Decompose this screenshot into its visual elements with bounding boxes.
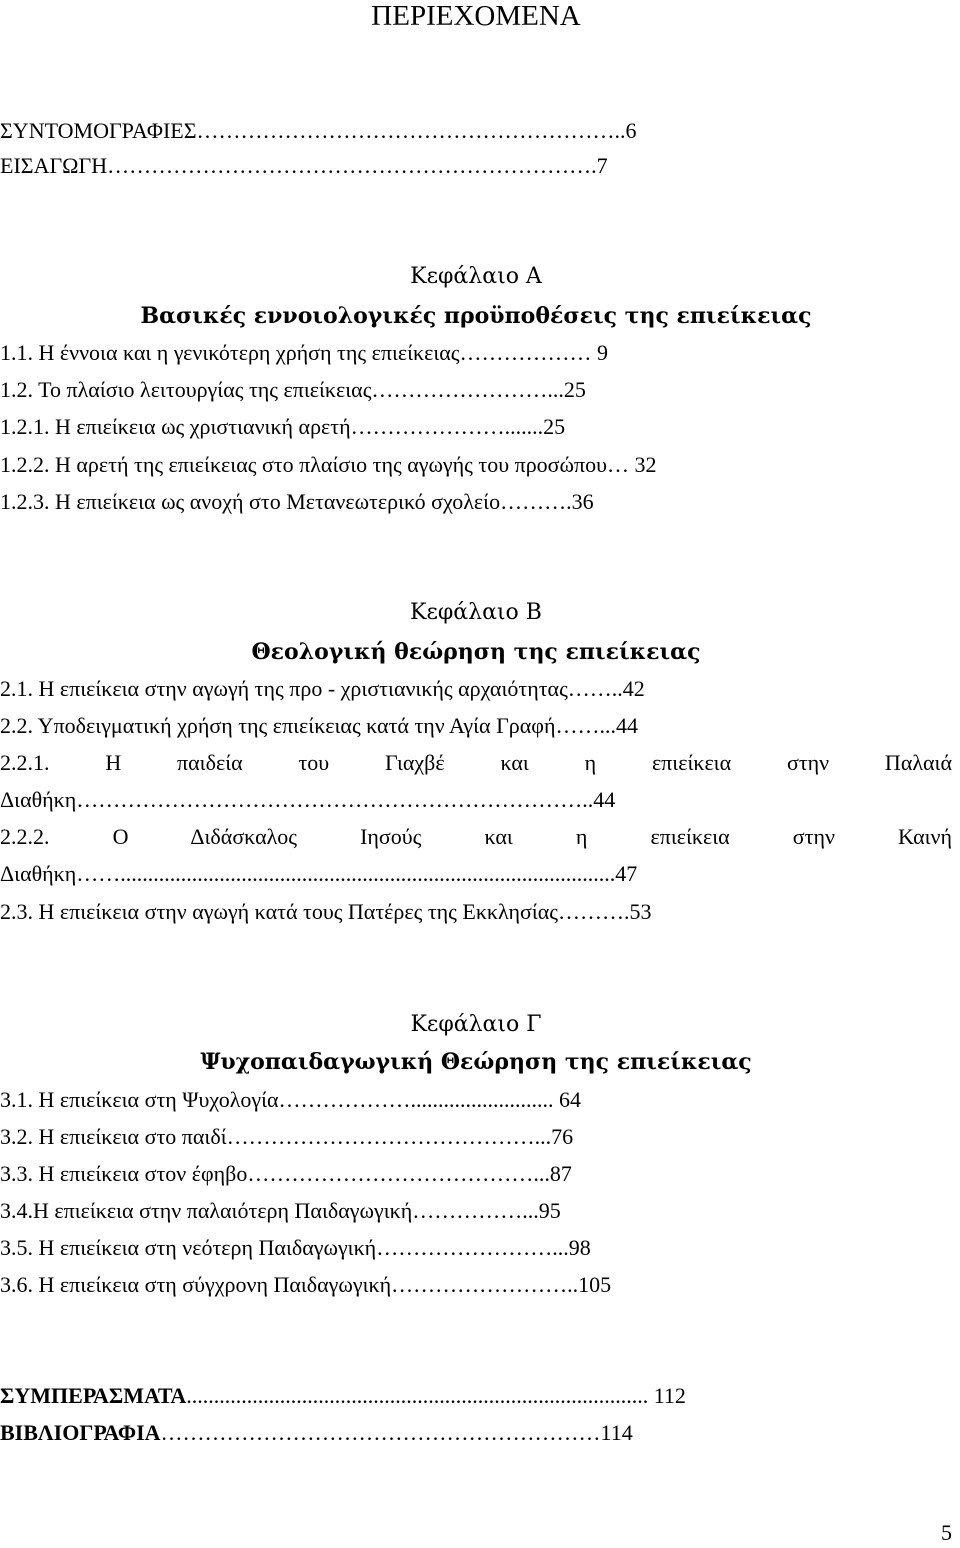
page-number: 5 bbox=[941, 1520, 952, 1545]
toc-entry-2-2-2-cont: Διαθήκη……..........................................................................................47 bbox=[0, 861, 638, 886]
toc-entry-3-5: 3.5. Η επιείκεια στη νεότερη Παιδαγωγική……………………...98 bbox=[0, 1235, 591, 1260]
toc-entry-2-3: 2.3. Η επιείκεια στην αγωγή κατά τους Πατέρες της Εκκλησίας……….53 bbox=[0, 899, 652, 924]
toc-entry-2-2-1: 2.2.1. Η παιδεία του Γιαχβέ και η επιείκεια στην Παλαιά bbox=[0, 750, 952, 775]
toc-entry-2-2-1-cont: Διαθήκη……………………………………………………………..44 bbox=[0, 787, 616, 812]
toc-bibliography-label: ΒΙΒΛΙΟΓΡΑΦΙΑ bbox=[0, 1420, 161, 1445]
toc-entry-1-2-2: 1.2.2. Η αρετή της επιείκειας στο πλαίσιο της αγωγής του προσώπου… 32 bbox=[0, 452, 657, 477]
toc-introduction: ΕΙΣΑΓΩΓΗ………………………………………………………….7 bbox=[0, 153, 608, 178]
toc-bibliography bbox=[0, 1414, 952, 1452]
chapter-b-label: Κεφάλαιο Β bbox=[410, 600, 542, 625]
toc-abbreviations: ΣΥΝΤΟΜΟΓΡΑΦΙΕΣ…………………………………………………..6 bbox=[0, 118, 637, 143]
toc-entry-3-2: 3.2. Η επιείκεια στο παιδί……………………………………...76 bbox=[0, 1124, 574, 1149]
toc-conclusions-leader: .................................................................................... 112 bbox=[186, 1383, 686, 1408]
toc-entry-2-2: 2.2. Υποδειγματική χρήση της επιείκειας κατά την Αγία Γραφή……...44 bbox=[0, 713, 638, 738]
chapter-a-title: Βασικές εννοιολογικές προϋποθέσεις της επιείκειας bbox=[140, 303, 812, 329]
toc-entry-1-1: 1.1. Η έννοια και η γενικότερη χρήση της επιείκειας……………… 9 bbox=[0, 340, 608, 365]
toc-entry-3-1: 3.1. Η επιείκεια στη Ψυχολογία……………….......................... 64 bbox=[0, 1087, 582, 1112]
toc-entry-1-2: 1.2. Το πλαίσιο λειτουργίας της επιείκειας……………………...25 bbox=[0, 377, 586, 402]
chapter-c-title: Ψυχοπαιδαγωγική Θεώρηση της επιείκειας bbox=[200, 1049, 752, 1075]
toc-entry-3-6: 3.6. Η επιείκεια στη σύγχρονη Παιδαγωγική……………………..105 bbox=[0, 1272, 612, 1297]
page-title: ΠΕΡΙΕΧΟΜΕΝΑ bbox=[371, 0, 581, 32]
toc-conclusions-label: ΣΥΜΠΕΡΑΣΜΑΤΑ bbox=[0, 1383, 187, 1408]
toc-entry-2-2-2: 2.2.2. Ο Διδάσκαλος Ιησούς και η επιείκεια στην Καινή bbox=[0, 824, 952, 849]
toc-entry-1-2-1: 1.2.1. Η επιείκεια ως χριστιανική αρετή………………….......25 bbox=[0, 414, 566, 439]
toc-entry-2-1: 2.1. Η επιείκεια στην αγωγή της προ - χριστιανικής αρχαιότητας……..42 bbox=[0, 676, 645, 701]
chapter-a-label: Κεφάλαιο Α bbox=[410, 264, 542, 289]
toc-bibliography-leader: ……………………………………………………114 bbox=[160, 1420, 633, 1445]
chapter-c-label: Κεφάλαιο Γ bbox=[410, 1012, 542, 1037]
chapter-b-title: Θεολογική θεώρηση της επιείκειας bbox=[251, 639, 701, 665]
toc-entry-3-4: 3.4.Η επιείκεια στην παλαιότερη Παιδαγωγική……………...95 bbox=[0, 1198, 561, 1223]
toc-entry-1-2-3: 1.2.3. Η επιείκεια ως ανοχή στο Μετανεωτερικό σχολείο……….36 bbox=[0, 489, 594, 514]
toc-conclusions bbox=[0, 1377, 952, 1415]
toc-entry-3-3: 3.3. Η επιείκεια στον έφηβο…………………………………...87 bbox=[0, 1161, 572, 1186]
